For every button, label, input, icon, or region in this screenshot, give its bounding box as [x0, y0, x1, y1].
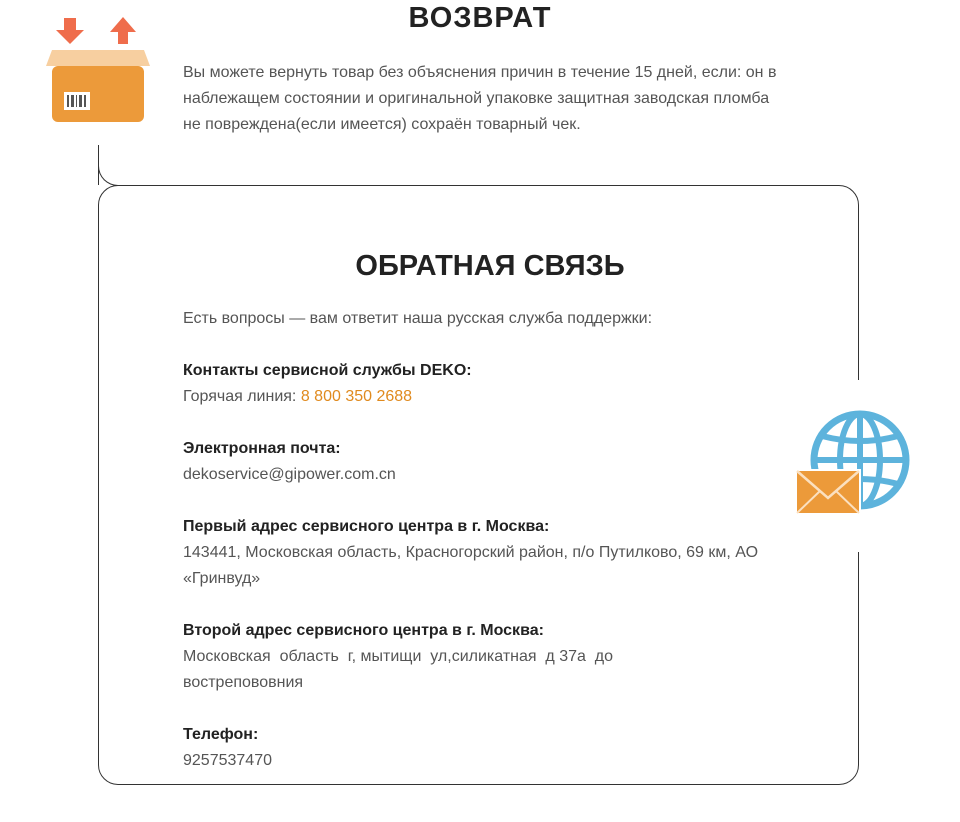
- return-description: Вы можете вернуть товар без объяснения причин в течение 15 дней, если: он в наблежащем состоянии и оригинальной упаковке защитная заводская пломба не повреждена(если имеется) сохраён товарный чек.: [183, 64, 777, 133]
- hotline-line: [183, 384, 803, 410]
- phone-block: [183, 722, 583, 774]
- hotline-number-link[interactable]: 8 800 350 2688: [300, 388, 413, 405]
- phone-value[interactable]: 9257537470: [183, 752, 272, 769]
- address1-block: [183, 514, 783, 592]
- email-block: [183, 436, 803, 488]
- address1-value: 143441, Московская область, Красногорский район, п/о Путилково, 69 км, АО «Гринвуд»: [183, 544, 759, 587]
- email-label: Электронная почта:: [183, 440, 341, 457]
- return-title: ВОЗВРАТ: [408, 2, 552, 34]
- address2-block: [183, 618, 693, 696]
- address2-value: Московская область г, мытищи ул,силикатная д 37а до вострепововния: [183, 648, 618, 691]
- contacts-block: [183, 358, 803, 410]
- feedback-intro: Есть вопросы — вам ответит наша русская служба поддержки:: [183, 310, 653, 327]
- frame-curve: [98, 165, 159, 186]
- phone-label: Телефон:: [183, 726, 259, 743]
- globe-mail-icon: [794, 406, 912, 518]
- feedback-title: ОБРАТНАЯ СВЯЗЬ: [355, 250, 625, 282]
- address2-label: Второй адрес сервисного центра в г. Москва:: [183, 622, 544, 639]
- address1-label: Первый адрес сервисного центра в г. Москва:: [183, 518, 550, 535]
- email-value[interactable]: dekoservice@gipower.com.cn: [183, 466, 396, 483]
- hotline-label: Горячая линия:: [183, 388, 301, 405]
- contacts-label: Контакты сервисной службы DEKO:: [183, 362, 472, 379]
